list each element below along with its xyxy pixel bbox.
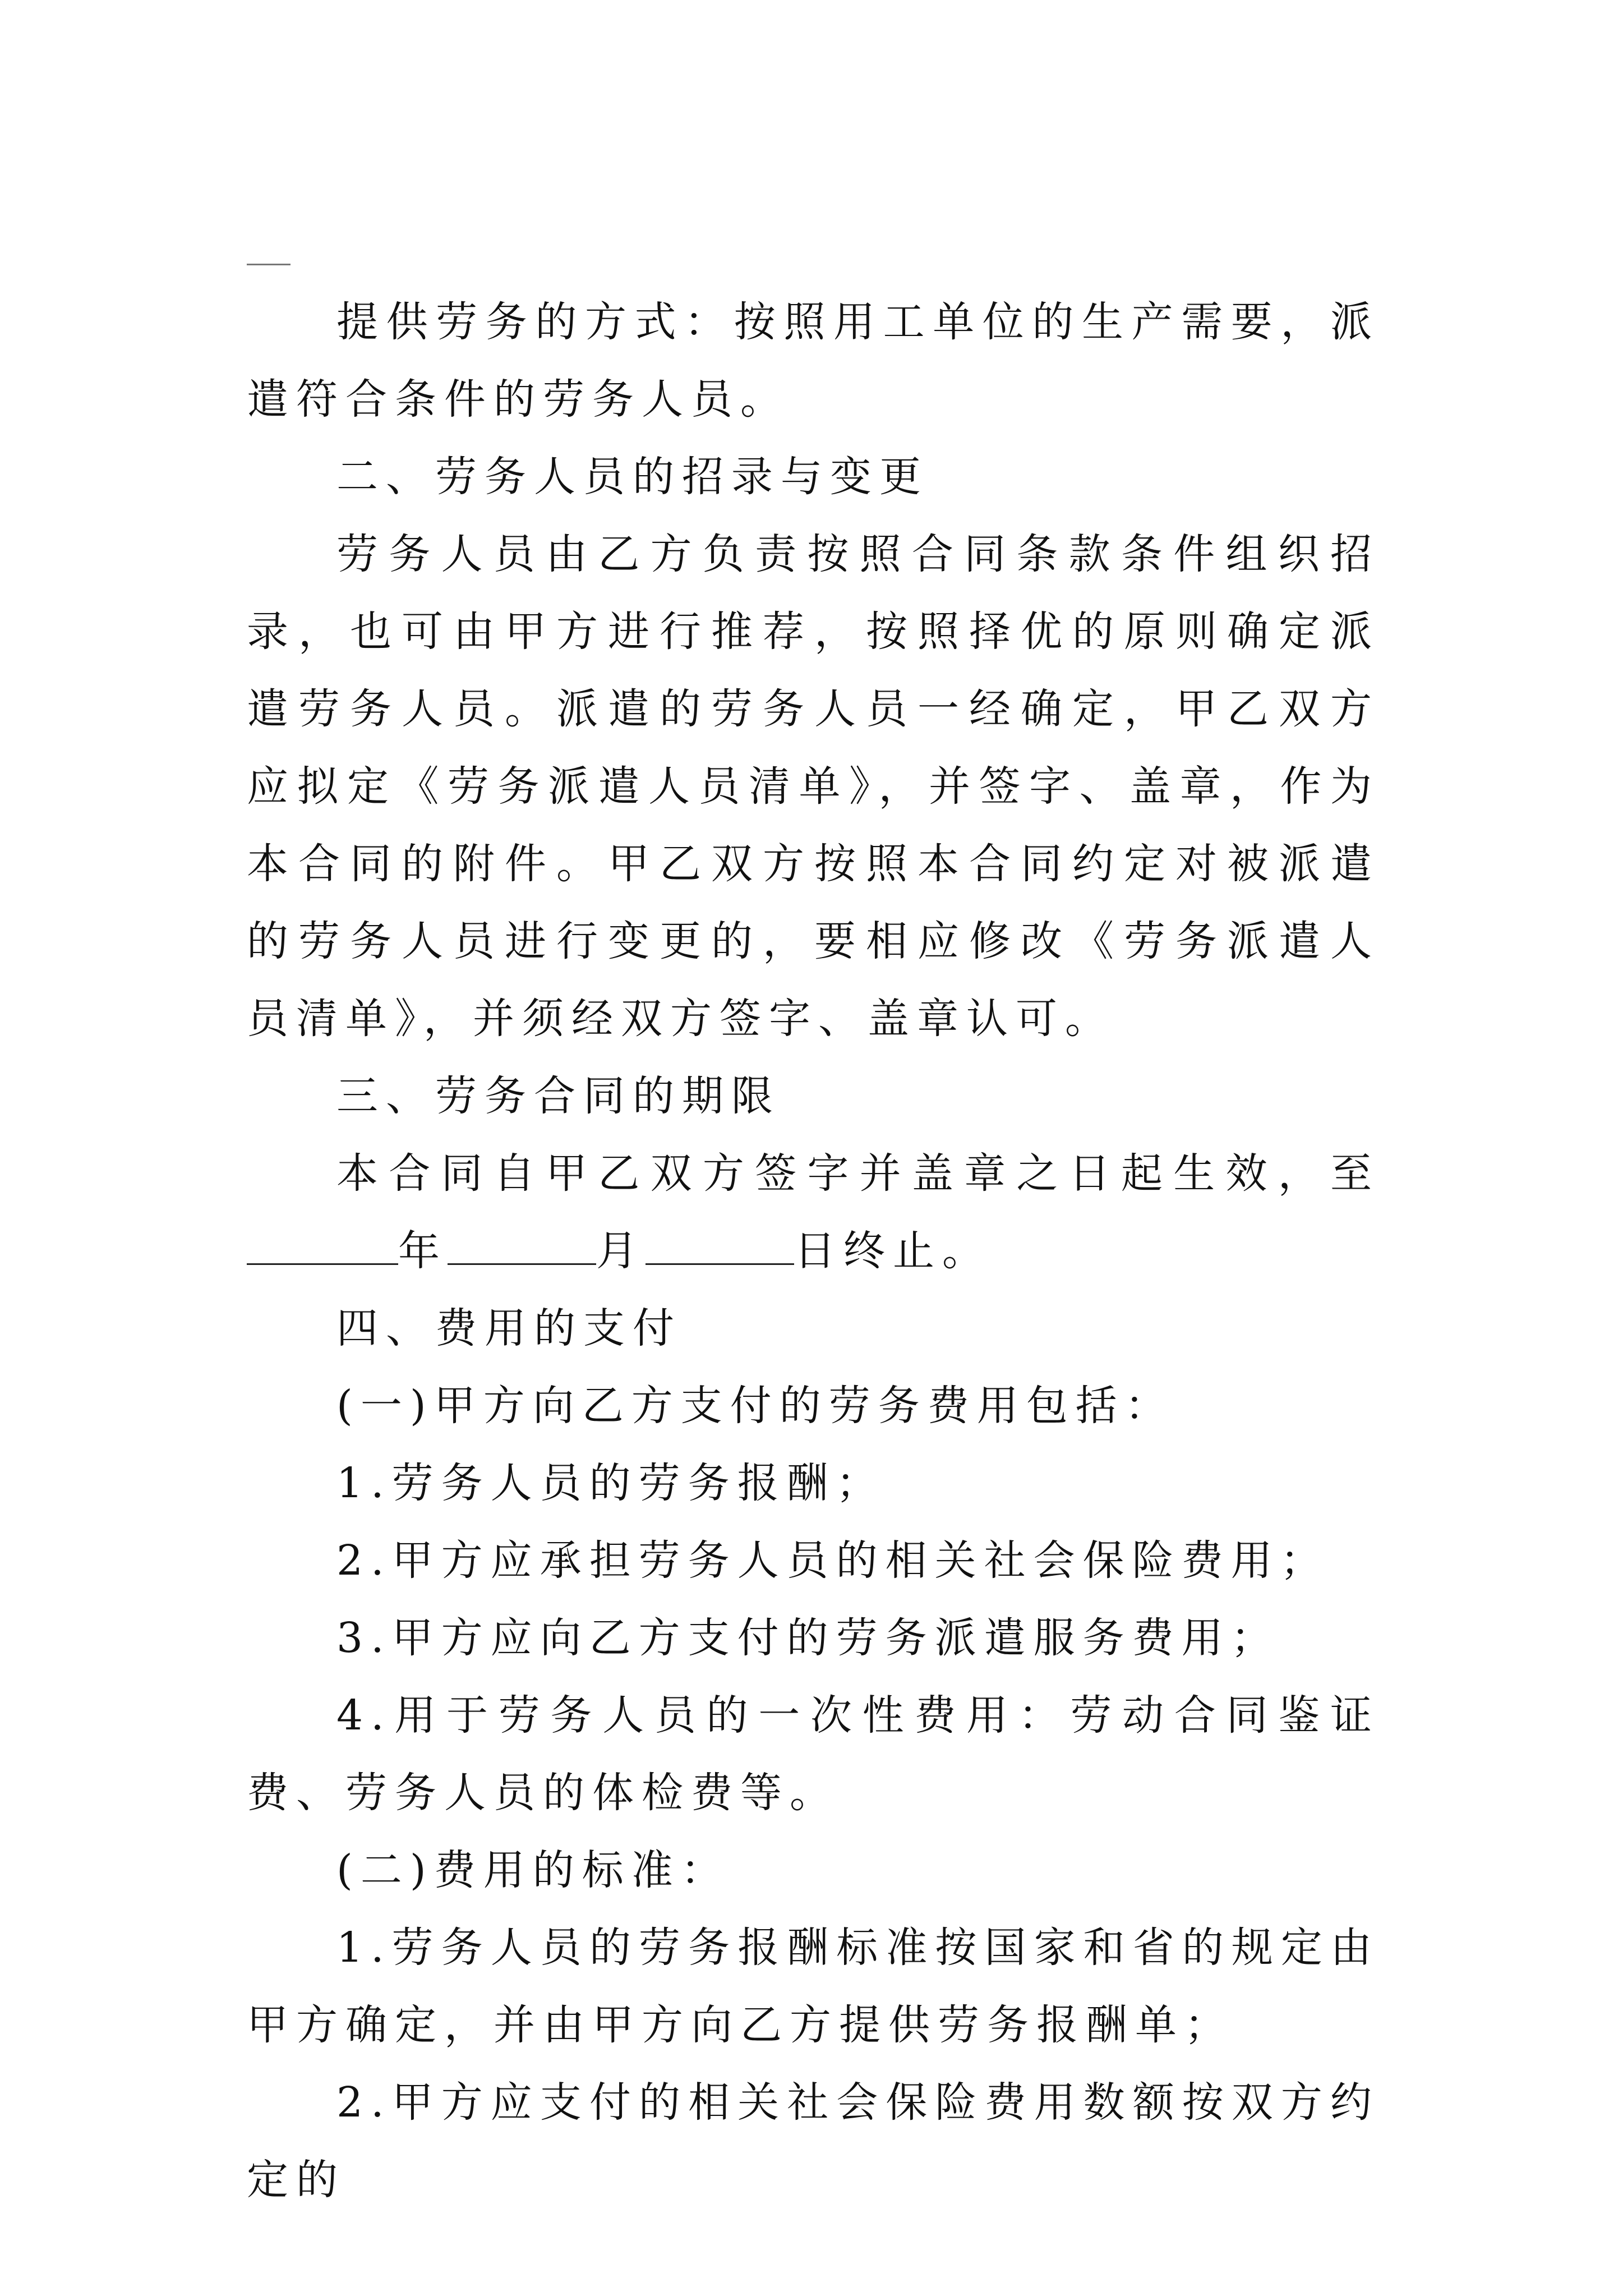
document-body [247, 283, 1380, 2219]
section-heading-recruitment: 二、劳务人员的招录与变更 [336, 453, 929, 501]
list-item-fee-1: 1.劳务人员的劳务报酬； [336, 1459, 886, 1507]
term-month: 月 [596, 1227, 645, 1275]
term-year: 年 [398, 1227, 448, 1275]
paragraph-recruitment: 劳务人员由乙方负责按照合同条款条件组织招录，也可由甲方进行推荐，按照择优的原则确定派遣劳务人员。派遣的劳务人员一经确定，甲乙双方应拟定《劳务派遣人员清单》，并签字、盖章，作为本合同的附件。甲乙双方按照本合同约定对被派遣的劳务人员进行变更的，要相应修改《劳务派遣人员清单》，并须经双方签字、盖章认可。 [247, 530, 1380, 1043]
list-item-standard-1: 1.劳务人员的劳务报酬标准按国家和省的规定由甲方确定，并由甲方向乙方提供劳务报酬单； [247, 1924, 1380, 2049]
term-blank-month[interactable] [645, 1222, 794, 1265]
paragraph-service-method: 提供劳务的方式：按照用工单位的生产需要，派遣符合条件的劳务人员。 [247, 298, 1380, 424]
list-item-fee-3: 3.甲方应向乙方支付的劳务派遣服务费用； [336, 1614, 1280, 1662]
section-heading-payment: 四、费用的支付 [336, 1304, 682, 1352]
term-prefix: 本合同自甲乙双方签字并盖章之日起生效，至 [336, 1149, 1380, 1198]
list-item-standard-2: 2.甲方应支付的相关社会保险费用数额按双方约定的 [247, 2078, 1380, 2204]
list-item-fee-2: 2.甲方应承担劳务人员的相关社会保险费用； [336, 1536, 1330, 1585]
list-item-fee-4: 4.用于劳务人员的一次性费用：劳动合同鉴证费、劳务人员的体检费等。 [247, 1691, 1380, 1817]
term-blank-year[interactable] [448, 1222, 596, 1265]
paragraph-term [247, 1135, 1380, 1290]
header-rule [247, 264, 291, 265]
subsection-fees-included: (一)甲方向乙方支付的劳务费用包括： [336, 1382, 1174, 1430]
term-blank-1[interactable] [247, 1222, 398, 1265]
subsection-fee-standards: (二)费用的标准： [336, 1846, 730, 1894]
section-heading-term: 三、劳务合同的期限 [336, 1072, 781, 1120]
term-suffix: 日终止。 [794, 1227, 992, 1275]
